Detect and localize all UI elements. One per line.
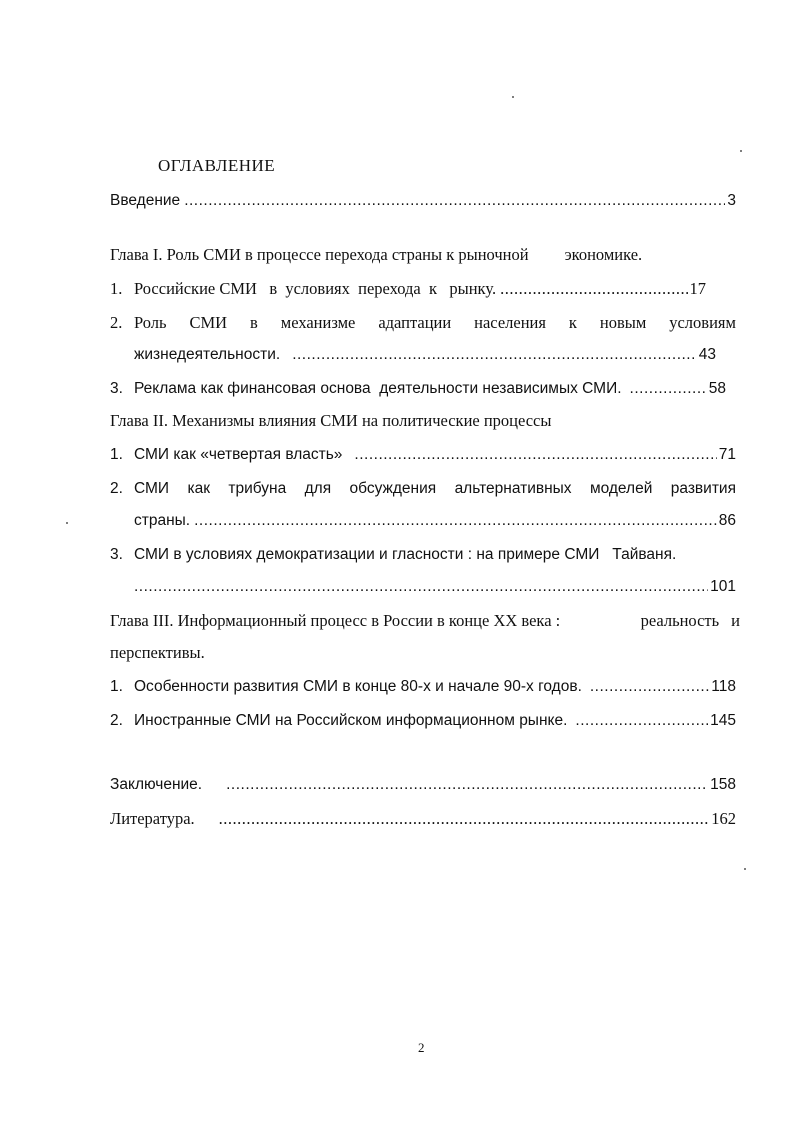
toc-page: 118 — [711, 678, 736, 695]
toc-number: 3. — [110, 380, 123, 397]
dot-leader — [292, 344, 697, 366]
chapter-heading-tail: экономике. — [564, 245, 643, 264]
toc-page: 145 — [710, 712, 736, 729]
chapter-heading-1[interactable] — [110, 244, 736, 266]
toc-label: Литература. — [110, 809, 195, 828]
toc-label: Заключение. — [110, 776, 203, 793]
toc-label: СМИ как «четвертая власть» — [134, 446, 343, 463]
scan-speck — [740, 150, 742, 152]
chapter-heading-text: Глава III. Информационный процесс в России в конце XX века : — [110, 611, 561, 630]
toc-entry-1-3[interactable] — [110, 378, 726, 400]
toc-entry-conclusion[interactable] — [110, 774, 736, 796]
scan-speck — [66, 522, 68, 524]
chapter-heading-word: реальность — [640, 611, 720, 630]
toc-page: 3 — [727, 192, 736, 209]
toc-label: Российские СМИ в условиях перехода к рынку. — [134, 279, 497, 298]
toc-entry-1-1[interactable] — [110, 278, 706, 300]
toc-page: 71 — [718, 446, 736, 463]
toc-number: 1. — [110, 678, 123, 695]
chapter-heading-3-continued: перспективы. — [110, 643, 205, 662]
toc-page: 101 — [710, 578, 736, 595]
toc-page: 43 — [698, 346, 716, 363]
dot-leader — [184, 190, 725, 212]
scan-speck — [744, 868, 746, 870]
toc-label-continued: страны. — [134, 512, 191, 529]
dot-leader — [226, 774, 708, 796]
toc-page: 17 — [689, 279, 706, 298]
toc-number: 1. — [110, 446, 123, 463]
toc-entry-1-2-continued[interactable] — [134, 344, 716, 366]
toc-number: 2. — [110, 313, 123, 332]
toc-page: 86 — [718, 512, 736, 529]
toc-label: Особенности развития СМИ в конце 80-х и начале 90-х годов. — [134, 678, 582, 695]
toc-entry-2-3[interactable] — [110, 544, 750, 566]
toc-label: СМИ как трибуна для обсуждения альтернативных моделей развития — [134, 480, 736, 497]
dot-leader — [194, 510, 717, 532]
toc-entry-2-2-continued[interactable] — [134, 510, 736, 532]
dot-leader — [575, 710, 708, 732]
chapter-heading-text: Глава I. Роль СМИ в процессе перехода страны к рыночной — [110, 245, 529, 264]
dot-leader — [354, 444, 716, 466]
toc-number: 2. — [110, 712, 123, 729]
toc-number: 2. — [110, 480, 123, 497]
toc-page: 58 — [708, 380, 726, 397]
toc-entry-3-2[interactable] — [110, 710, 736, 732]
toc-number: 1. — [110, 279, 123, 298]
toc-entry-1-2[interactable] — [110, 312, 736, 334]
toc-label-continued: жизнедеятельности. — [134, 346, 281, 363]
toc-entry-literature[interactable] — [110, 808, 736, 830]
toc-entry-2-1[interactable] — [110, 444, 736, 466]
page-title: ОГЛАВЛЕНИЕ — [158, 156, 276, 175]
toc-entry-intro[interactable] — [110, 190, 736, 212]
page-number: 2 — [418, 1040, 425, 1055]
dot-leader — [219, 808, 710, 830]
toc-label: СМИ в условиях демократизации и гласности : на примере СМИ Тайваня. — [134, 546, 677, 563]
dot-leader — [630, 378, 707, 400]
toc-page: 162 — [711, 809, 736, 828]
chapter-heading-2[interactable]: Глава II. Механизмы влияния СМИ на политические процессы — [110, 411, 552, 430]
chapter-heading-word: и — [731, 611, 740, 630]
dot-leader — [134, 576, 708, 598]
toc-entry-2-2[interactable] — [110, 478, 736, 500]
toc-label: Введение — [110, 192, 181, 209]
toc-number: 3. — [110, 546, 123, 563]
toc-label: Реклама как финансовая основа деятельности независимых СМИ. — [134, 380, 622, 397]
chapter-heading-3[interactable] — [110, 610, 740, 632]
dot-leader — [500, 278, 687, 300]
toc-label: Роль СМИ в механизме адаптации населения к новым условиям — [134, 313, 736, 332]
dot-leader — [590, 676, 709, 698]
toc-entry-2-3-continued[interactable] — [134, 576, 736, 598]
toc-label: Иностранные СМИ на Российском информационном рынке. — [134, 712, 568, 729]
scan-speck — [512, 96, 514, 98]
toc-entry-3-1[interactable] — [110, 676, 736, 698]
toc-page: 158 — [710, 776, 736, 793]
